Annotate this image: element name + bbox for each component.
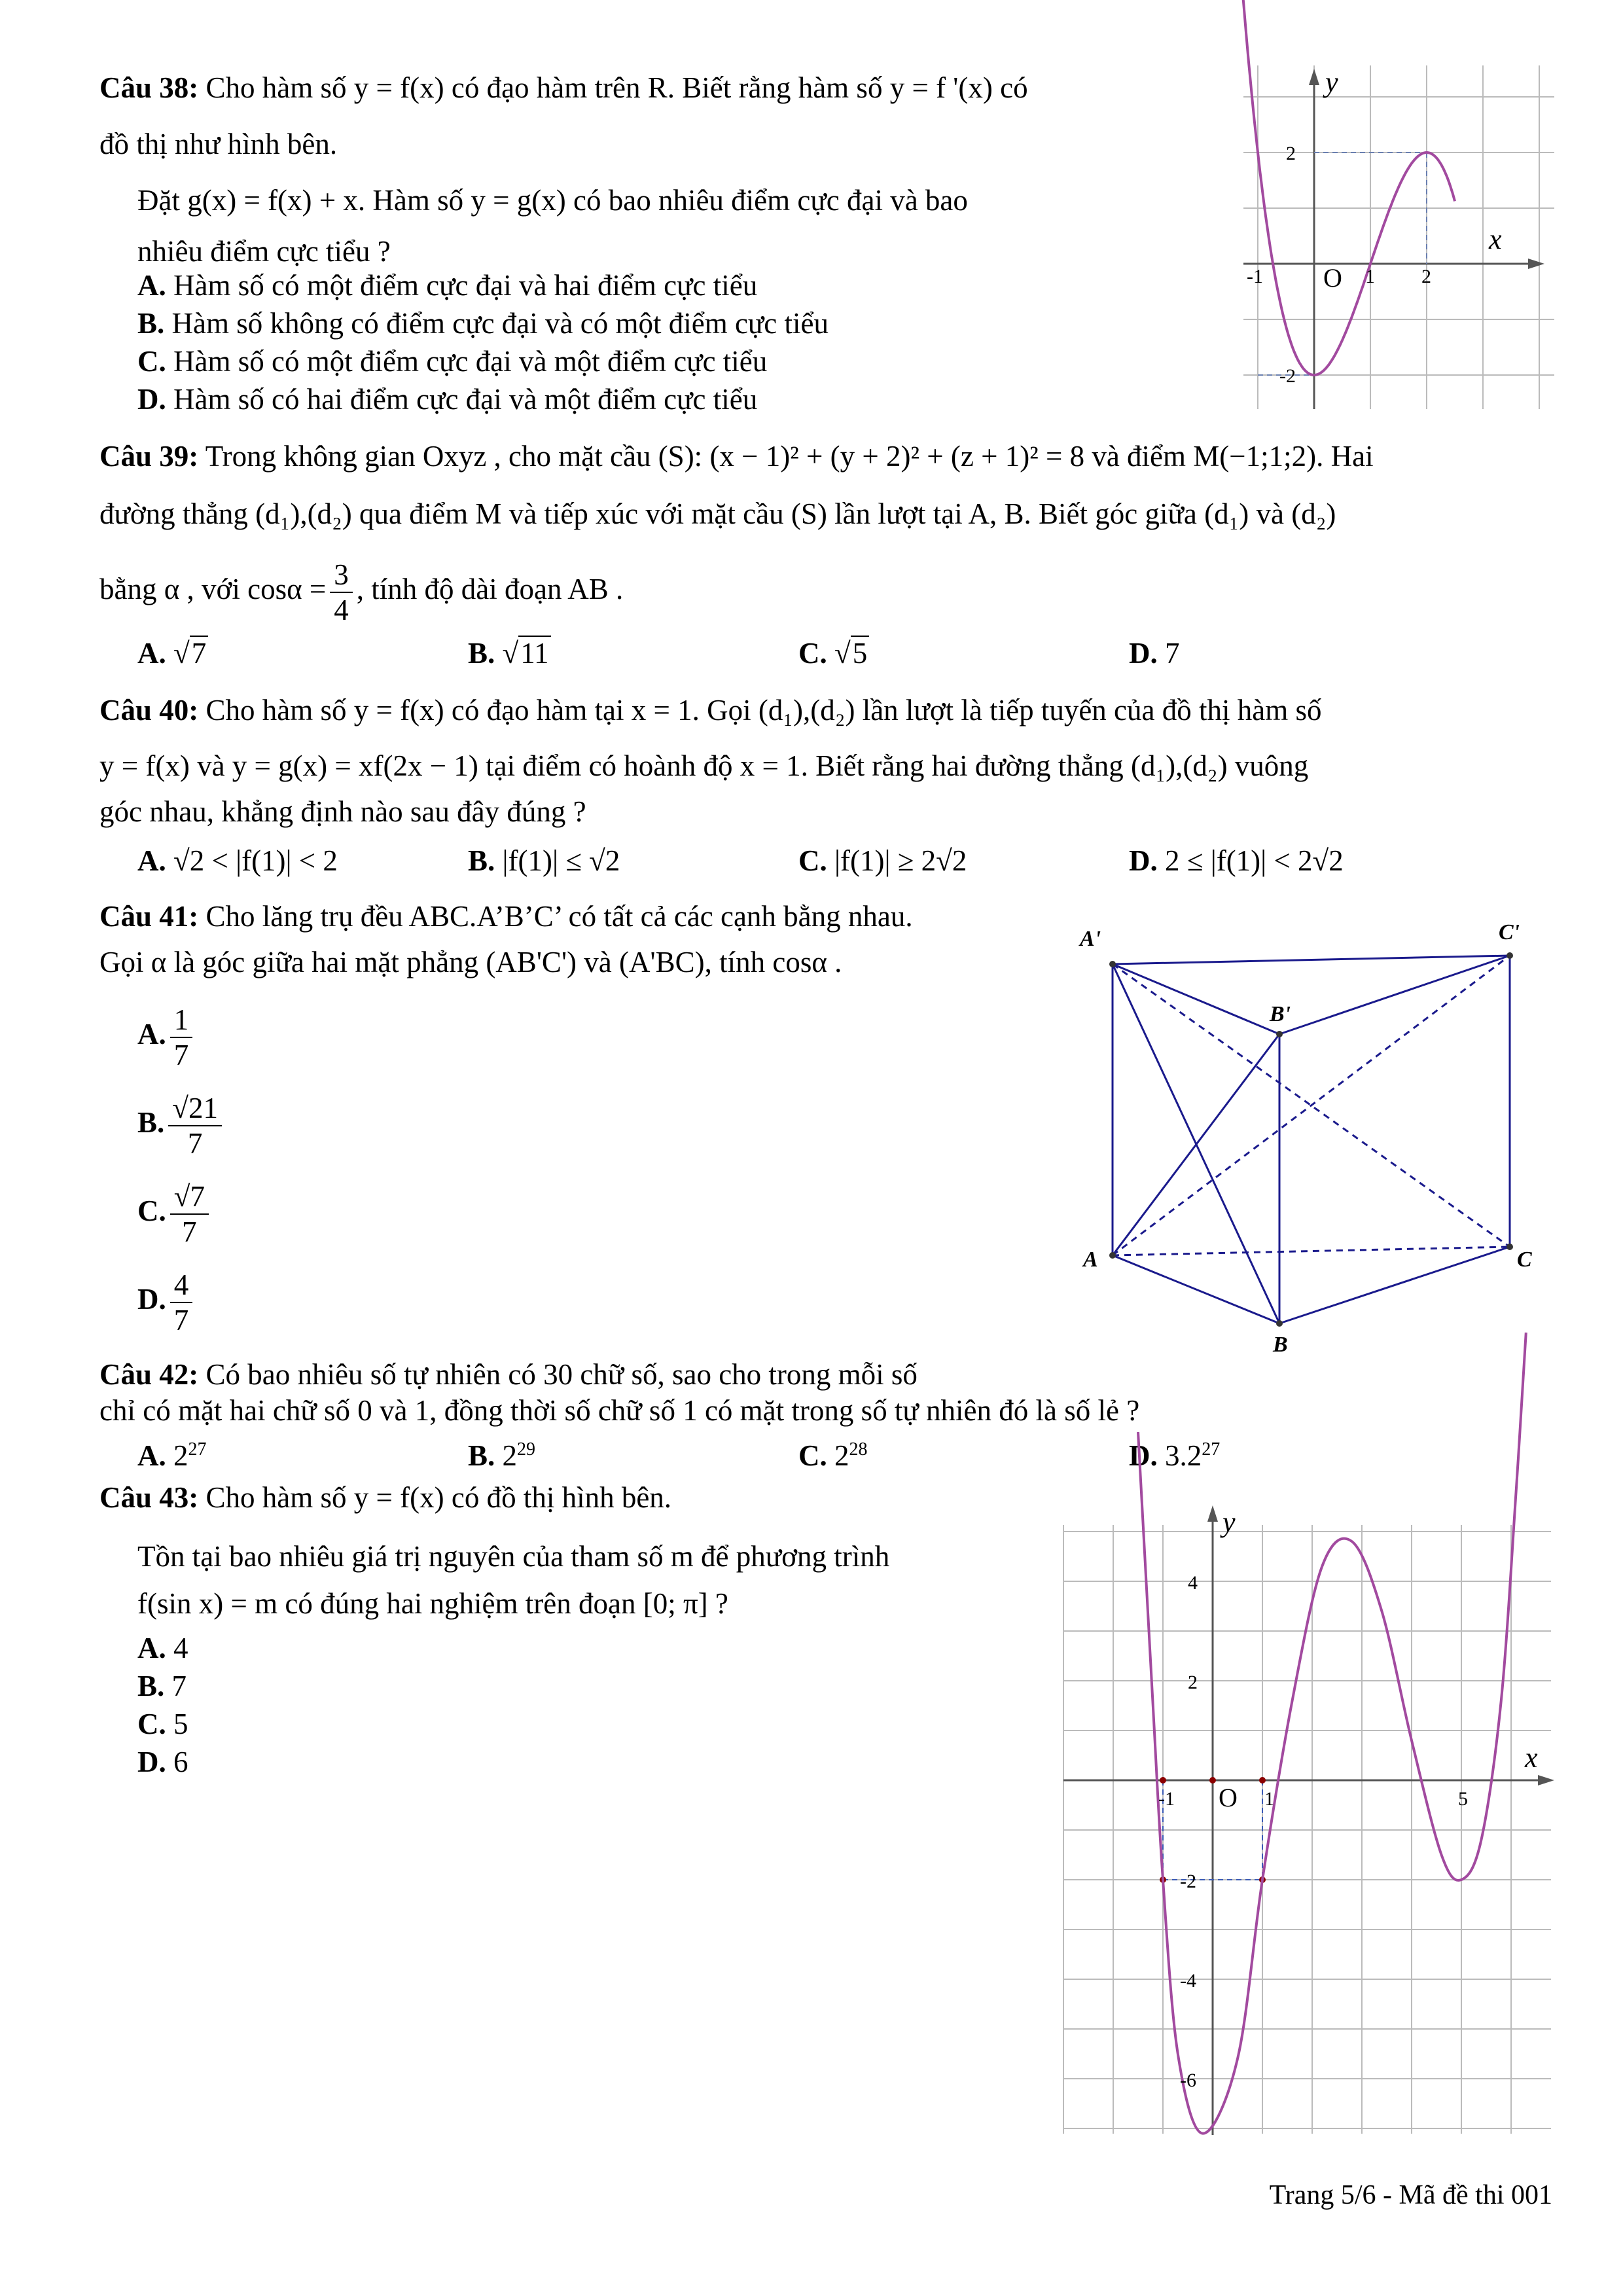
q43-label: Câu 43: [99,1481,199,1514]
q40-option-d[interactable]: D. 2 ≤ |f(1)| < 2√2 [1129,844,1344,877]
q42-label: Câu 42: [99,1358,199,1391]
q38-line4: nhiêu điểm cực tiểu ? [137,235,391,268]
q39-line3 [99,550,623,628]
q38-tick-ym2: -2 [1279,365,1296,387]
q41-line2: Gọi α là góc giữa hai mặt phẳng (AB'C') và (A'BC), tính cosα . [99,946,842,978]
q42-option-d[interactable]: D. $3.2^{27}$ [1129,1439,1221,1472]
q42-options [137,1427,1381,1473]
q39-line2: đường thẳng (d₁),(d₂) qua điểm M và tiếp xúc với mặt cầu (S) lần lượt tại A, B. Biết góc giữa (d₁) và (d₂) [99,497,1336,530]
q40-label: Câu 40: [99,694,199,726]
q40-options [137,838,1381,884]
q39-option-b[interactable]: B. √11 [468,630,551,676]
q43-grid [1063,1525,1551,2134]
q43-y-arrow-icon [1207,1505,1218,1522]
q38-text1: Cho hàm số y = f(x) có đạo hàm trên R. Biết rằng hàm số y = f '(x) có [205,71,1028,104]
q41-edge-a1b [1113,964,1279,1323]
q38-option-c[interactable]: C. Hàm số có một điểm cực đại và một điểm cực tiểu [137,345,768,378]
q41-edge-ab [1113,1255,1279,1323]
q41-text1: Cho lăng trụ đều ABC.A’B’C’ có tất cả các cạnh bằng nhau. [205,900,913,933]
q38-tick-y2: 2 [1286,143,1296,164]
q43-tick-m6: -6 [1180,2070,1196,2091]
q38-grid [1243,65,1554,409]
q43-x-arrow-icon [1538,1775,1554,1785]
q42-option-a[interactable]: A. $2^{27}$ [137,1439,207,1472]
q41-option-b[interactable]: B. $\frac{√21}{7}$ [137,1083,226,1162]
q38-tick-xm1: -1 [1247,266,1263,287]
q38-tick-x1: 1 [1365,266,1375,287]
q43-option-a[interactable]: A. 4 [137,1632,188,1664]
q41-edge-ac [1113,1247,1510,1255]
q41-edge-ac1 [1113,956,1510,1255]
q43-graph [1054,1486,1564,2147]
q38-option-d[interactable]: D. Hàm số có hai điểm cực đại và một điểm cực tiểu [137,383,758,416]
q40-option-a[interactable]: A. √2 < |f(1)| < 2 [137,844,338,877]
q43-option-b[interactable]: B. 7 [137,1670,187,1702]
q42-text1: Có bao nhiêu số tự nhiên có 30 chữ số, sao cho trong mỗi số [205,1358,918,1391]
q41-edge-a1b1 [1113,964,1279,1034]
q41-label-a1: A' [1080,927,1101,951]
q41-label-b1: B' [1270,1002,1291,1026]
q40-option-c[interactable]: C. |f(1)| ≥ 2√2 [798,844,967,877]
q43-tick-2: 2 [1188,1672,1198,1693]
q38-line3: Đặt g(x) = f(x) + x. Hàm số y = g(x) có bao nhiêu điểm cực đại và bao [137,184,968,217]
q41-option-a[interactable]: A. $\frac{1}{7}$ [137,995,196,1073]
q38-graph [1204,59,1571,412]
q41-label-c: C [1517,1247,1532,1272]
q39-line1 [99,437,1374,476]
q39-label: Câu 39: [99,440,199,473]
q41-option-c[interactable]: C. $\frac{√7}{7}$ [137,1172,213,1250]
q38-option-b[interactable]: B. Hàm số không có điểm cực đại và có một điểm cực tiểu [137,307,829,340]
q41-edge-a1c1 [1113,956,1510,964]
q39-option-c[interactable]: C. √5 [798,630,869,676]
q39-option-d[interactable]: D. 7 [1129,637,1180,670]
q43-option-d[interactable]: D. 6 [137,1746,188,1778]
q41-option-d[interactable]: D. $\frac{4}{7}$ [137,1260,196,1338]
page-footer: Trang 5/6 - Mã đề thi 001 [1269,2180,1552,2210]
q43-line1 [99,1478,671,1517]
q40-line3: góc nhau, khẳng định nào sau đây đúng ? [99,795,586,828]
q39-option-a[interactable]: A. √7 [137,630,208,676]
q43-origin-label: O [1219,1783,1238,1812]
q40-line1 [99,691,1321,730]
q43-option-c[interactable]: C. 5 [137,1708,188,1740]
q43-tick-x5: 5 [1458,1788,1468,1810]
q38-x-arrow-icon [1528,259,1544,269]
q40-line2: y = f(x) và y = g(x) = xf(2x − 1) tại điểm có hoành độ x = 1. Biết rằng hai đường thẳng (d₁),(d₂) vuông [99,749,1309,782]
q41-line1 [99,897,913,936]
q43-tick-4: 4 [1188,1572,1198,1594]
q39-text3a: bằng α , với cosα = [99,573,327,605]
q39-text1: Trong không gian Oxyz , cho mặt cầu (S): (x − 1)² + (y + 2)² + (z + 1)² = 8 và điểm M(−1;1;2). Hai [205,440,1374,473]
q41-label-b: B [1273,1333,1288,1357]
q42-line2: chỉ có mặt hai chữ số 0 và 1, đồng thời số chữ số 1 có mặt trong số tự nhiên đó là số lẻ ? [99,1394,1140,1427]
q41-edge-b1c1 [1279,956,1510,1034]
q38-tick-x2: 2 [1421,266,1431,287]
q41-prism-figure [1073,916,1544,1361]
q38-line1 [99,68,1028,107]
q39-text3b: , tính độ dài đoạn AB . [356,573,624,605]
q40-option-b[interactable]: B. |f(1)| ≤ √2 [468,844,620,877]
q38-origin-label: O [1323,263,1342,293]
q41-edge-bc [1279,1247,1510,1323]
q43-tick-xm1: -1 [1158,1788,1175,1810]
q38-line2: đồ thị như hình bên. [99,128,338,160]
q40-text1: Cho hàm số y = f(x) có đạo hàm tại x = 1. Gọi (d₁),(d₂) lần lượt là tiếp tuyến của đồ thị hàm số [205,694,1322,726]
q43-line2: Tồn tại bao nhiêu giá trị nguyên của tham số m để phương trình [137,1540,890,1573]
q42-option-b[interactable]: B. $2^{29}$ [468,1439,536,1472]
q42-option-c[interactable]: C. $2^{28}$ [798,1439,868,1472]
q43-tick-x1: 1 [1264,1788,1274,1810]
q38-y-label: y [1325,66,1338,98]
q43-text1: Cho hàm số y = f(x) có đồ thị hình bên. [205,1481,672,1514]
q43-x-label: x [1525,1742,1538,1774]
q38-option-a[interactable]: A. Hàm số có một điểm cực đại và hai điểm cực tiểu [137,269,758,302]
q43-y-label: y [1222,1506,1236,1538]
q41-label-c1: C' [1499,920,1520,944]
q42-line1 [99,1355,918,1394]
q38-x-label: x [1489,223,1502,255]
q39-fraction: $\frac{3}{4}$ [330,558,353,627]
q43-tick-m4: -4 [1180,1970,1196,1992]
q38-y-arrow-icon [1309,69,1319,85]
q41-label: Câu 41: [99,900,199,933]
q43-line3: f(sin x) = m có đúng hai nghiệm trên đoạn [0; π] ? [137,1587,728,1620]
q39-options [137,630,1250,676]
q38-label: Câu 38: [99,71,199,104]
q41-label-a: A [1083,1247,1098,1272]
q43-tick-m2: -2 [1180,1871,1196,1892]
